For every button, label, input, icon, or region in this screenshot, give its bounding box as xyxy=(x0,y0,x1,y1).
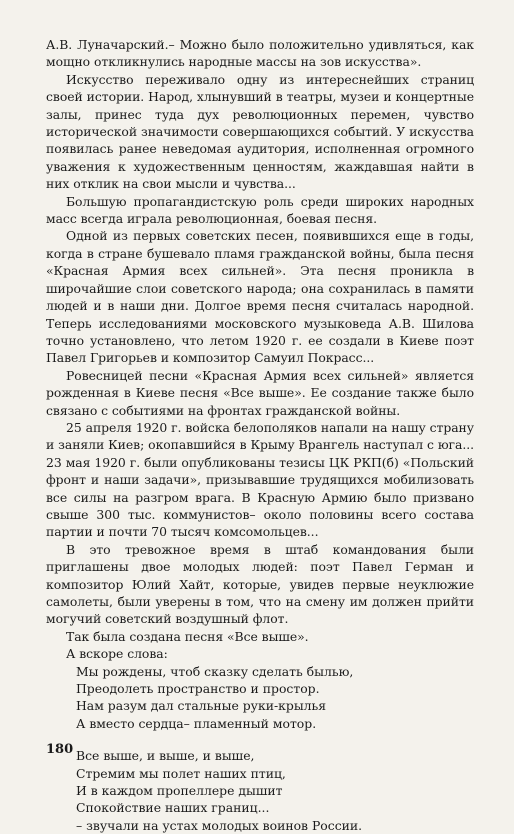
paragraph: Большую пропагандистскую роль среди широких народных масс всегда играла революционная, боевая песня. xyxy=(46,193,474,227)
stanza xyxy=(76,747,474,834)
paragraph: Одной из первых советских песен, появившихся еще в годы, когда в стране бушевало пламя гражданской войны, была песня «Красная Армия всех сильней». Эта песня проникла в широчайшие слои советского народа; она сохранилась в памяти людей и в наши дни. Долгое время песня считалась народной. Теперь исследованиями московского музыковеда А.В. Шилова точно установлено, что летом 1920 г. ее создали в Киеве поэт Павел Григорьев и композитор Самуил Покрасс... xyxy=(46,228,474,366)
paragraph: В это тревожное время в штаб командования были приглашены двое молодых людей: поэт Павел Герман и композитор Юлий Хайт, которые, увидев первые неуклюжие самолеты, были уверены в том, что на смену им должен прийти могучий советский воздушный флот. xyxy=(46,541,474,627)
song-lyrics xyxy=(46,663,474,834)
page-body xyxy=(46,36,474,663)
verse-line: А вместо сердца– пламенный мотор. xyxy=(76,715,317,731)
page-number: 180 xyxy=(46,742,74,757)
paragraph: А.В. Луначарский.– Можно было положительно удивляться, как мощно откликнулись народные массы на зов искусства». xyxy=(46,37,474,70)
verse-line: Все выше, и выше, и выше, xyxy=(76,748,255,764)
paragraph: Ровесницей песни «Красная Армия всех сильней» является рожденная в Киеве песня «Все выше». Ее создание также было связано с событиями на фронтах гражданской войны. xyxy=(46,367,474,418)
verse-line: – звучали на устах молодых воинов России. xyxy=(76,817,363,833)
paragraph: А вскоре слова: xyxy=(66,646,168,662)
verse-line: Нам разум дал стальные руки-крылья xyxy=(76,698,327,714)
verse-line: И в каждом пропеллере дышит xyxy=(76,783,283,799)
paragraph: 25 апреля 1920 г. войска белополяков напали на нашу страну и заняли Киев; окопавшийся в Крыму Врангель наступал с юга... 23 мая 1920 г. были опубликованы тезисы ЦК РКП(б) «Польский фронт и наши задачи», призывавшие трудящихся мобилизовать все силы на разгром врага. В Красную Армию было призвано свыше 300 тыс. коммунистов– около половины всего состава партии и почти 70 тысяч комсомольцев... xyxy=(46,419,474,540)
verse-line: Преодолеть пространство и простор. xyxy=(76,681,320,697)
verse-line: Спокойствие наших границ... xyxy=(76,800,270,816)
stanza xyxy=(76,663,474,733)
paragraph: Так была создана песня «Все выше». xyxy=(66,628,309,644)
paragraph: Искусство переживало одну из интереснейших страниц своей истории. Народ, хлынувший в театры, музеи и концертные залы, принес туда дух революционных перемен, чувство исторической значимости совершающихся событий. У искусства появилась ранее неведомая аудитория, исполненная огромного уважения к художественным ценностям, жаждавшая найти в них отклик на свои мысли и чувства... xyxy=(46,71,474,192)
verse-line: Мы рождены, чтоб сказку сделать былью, xyxy=(76,663,354,679)
verse-line: Стремим мы полет наших птиц, xyxy=(76,765,286,781)
